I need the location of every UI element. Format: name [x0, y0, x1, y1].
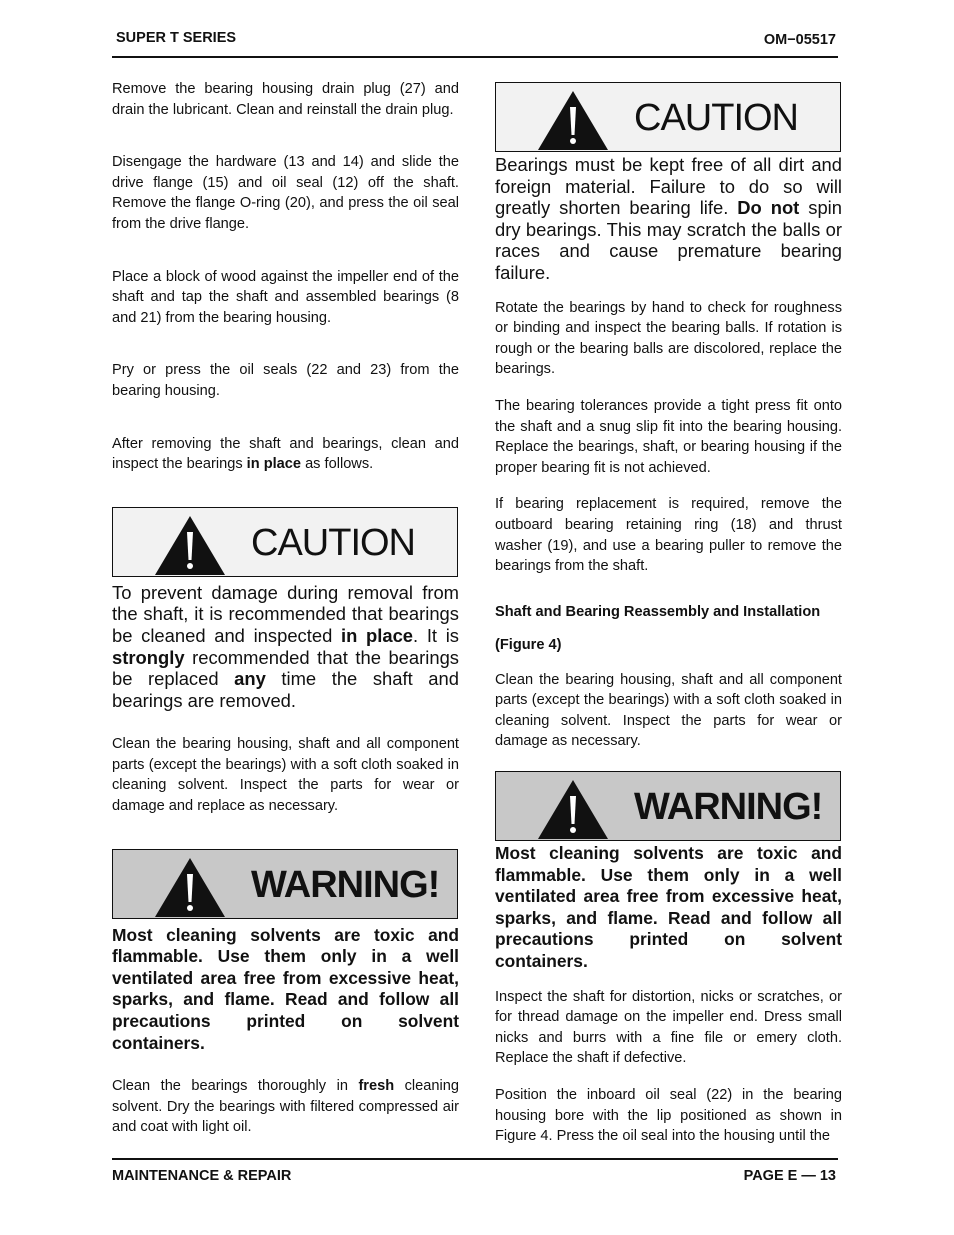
- caution-banner: [495, 82, 841, 152]
- paragraph-clean-housing: Clean the bearing housing, shaft and all component parts (except the bearings) with a soft cloth soaked in cleaning solvent. Inspect the parts for wear or damage and replace as necessary.: [112, 736, 459, 815]
- warning-triangle-icon: [153, 514, 227, 577]
- warning-triangle-icon: [536, 89, 610, 152]
- paragraph-clean-in-place: After removing the shaft and bearings, clean and inspect the bearings in place as follows.: [112, 435, 459, 473]
- series-title: SUPER T SERIES: [116, 30, 237, 46]
- warning-banner: [495, 771, 841, 841]
- caution-message: To prevent damage during removal from the shaft, it is recommended that bearings be cleaned and inspected in place. It is strongly recommended that the bearings be replaced any time the shaft and bearings are removed.: [112, 581, 459, 711]
- paragraph-fresh-solvent: Clean the bearings thoroughly in fresh cleaning solvent. Dry the bearings with filtered compressed air and coat with light oil.: [112, 1078, 459, 1136]
- section-heading: Shaft and Bearing Reassembly and Installation: [495, 603, 821, 620]
- paragraph-drive-flange: Disengage the hardware (13 and 14) and slide the drive flange (15) and oil seal (12) off the shaft. Remove the flange O-ring (20), and press the oil seal from the drive flange.: [112, 154, 459, 232]
- warning-message: Most cleaning solvents are toxic and flammable. Use them only in a well ventilated area free from excessive heat, sparks, and flame. Read and follow all precautions printed on solvent containers.: [112, 924, 459, 1053]
- page-header: [112, 30, 838, 58]
- right-column: [495, 82, 842, 1147]
- paragraph-rotate-bearings: Rotate the bearings by hand to check for roughness or binding and inspect the bearing balls. If rotation is rough or the bearing balls are discolored, replace the bearings.: [495, 299, 842, 378]
- paragraph-inspect-shaft: Inspect the shaft for distortion, nicks or scratches, or for thread damage on the impeller end. Dress small nicks and burrs with a fine file or emery cloth. Replace the shaft if defective.: [495, 988, 842, 1067]
- warning-message: Most cleaning solvents are toxic and flammable. Use them only in a well ventilated area free from excessive heat, sparks, and flame. Read and follow all precautions printed on solvent containers.: [495, 843, 842, 972]
- paragraph-oil-seals: Pry or press the oil seals (22 and 23) from the bearing housing.: [112, 362, 459, 399]
- document-number: OM−05517: [763, 32, 836, 48]
- paragraph-drain-plug: Remove the bearing housing drain plug (27) and drain the lubricant. Clean and reinstall the drain plug.: [112, 81, 459, 118]
- caution-banner: [112, 507, 458, 577]
- warning-label: WARNING!: [634, 786, 823, 829]
- warning-label: WARNING!: [251, 863, 440, 906]
- caution-label: CAUTION: [251, 521, 415, 564]
- caution-message: Bearings must be kept free of all dirt and foreign material. Failure to do so will greatly shorten bearing life. Do not spin dry bearings. This may scratch the balls or races and cause premature bearing failure.: [495, 154, 842, 283]
- caution-label: CAUTION: [634, 97, 798, 139]
- paragraph-block-of-wood: Place a block of wood against the impeller end of the shaft and tap the shaft and assembled bearings (8 and 21) from the bearing housing.: [112, 268, 459, 326]
- paragraph-bearing-tolerances: The bearing tolerances provide a tight press fit onto the shaft and a snug slip fit into the bearing housing. Replace the bearings, shaft, or bearing housing if the proper bearing fit is not achieved.: [495, 397, 842, 476]
- paragraph-inboard-oil-seal: Position the inboard oil seal (22) in the bearing housing bore with the lip positioned as shown in Figure 4. Press the oil seal into the housing until the: [495, 1087, 842, 1145]
- warning-banner: [112, 849, 458, 919]
- figure-reference: (Figure 4): [495, 636, 562, 653]
- section-name: MAINTENANCE & REPAIR: [112, 1168, 292, 1184]
- warning-triangle-icon: [153, 856, 227, 919]
- left-column: [112, 79, 459, 1138]
- page-footer: [112, 1158, 838, 1184]
- paragraph-clean-components: Clean the bearing housing, shaft and all component parts (except the bearings) with a soft cloth soaked in cleaning solvent. Inspect the parts for wear or damage as necessary.: [495, 671, 842, 750]
- paragraph-bearing-replacement: If bearing replacement is required, remove the outboard bearing retaining ring (18) and thrust washer (19), and use a bearing puller to remove the bearings from the shaft.: [495, 496, 842, 575]
- warning-triangle-icon: [536, 778, 610, 841]
- page-number: PAGE E — 13: [743, 1168, 836, 1184]
